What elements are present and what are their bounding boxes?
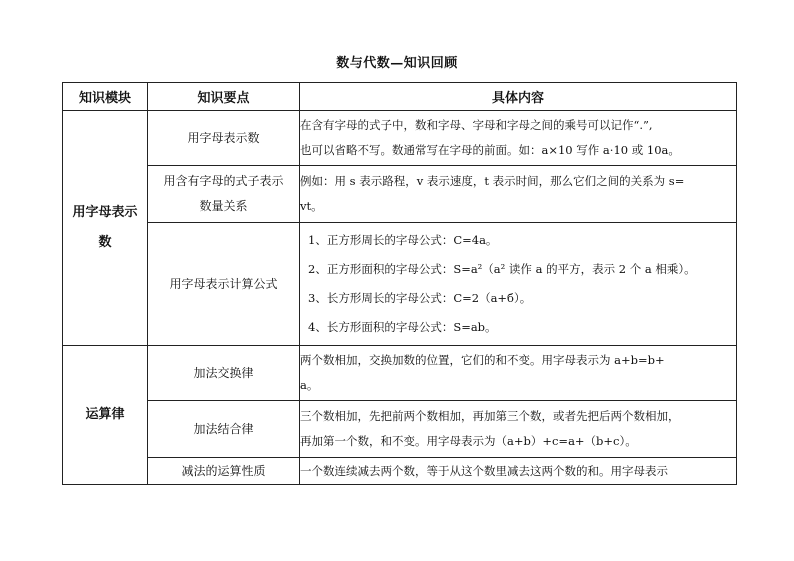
content-cell (300, 458, 737, 485)
header-point: 知识要点 (148, 83, 300, 111)
module-label-line: 用字母表示 (72, 205, 138, 220)
point-label: 加法结合律 (193, 421, 254, 436)
point-label: 数量关系 (199, 199, 248, 213)
content-cell (300, 223, 737, 346)
content-line: vt。 (300, 199, 323, 213)
table-row (63, 166, 737, 223)
table-row (63, 346, 737, 401)
table-row (63, 223, 737, 346)
header-content: 具体内容 (300, 83, 737, 111)
point-label: 用含有字母的式子表示 (163, 174, 284, 188)
module-label-line: 数 (98, 235, 112, 250)
point-label: 用字母表示计算公式 (169, 276, 278, 291)
content-line: 2、正方形面积的字母公式：S=a²（a² 读作 a 的平方，表示 2 个 a 相乘）。 (308, 262, 696, 276)
header-module: 知识模块 (63, 83, 148, 111)
content-line: 例如：用 s 表示路程，v 表示速度，t 表示时间，那么它们之间的关系为 s= (300, 174, 685, 188)
point-label: 加法交换律 (193, 365, 254, 380)
content-line: 4、长方形面积的字母公式：S=ab。 (308, 320, 497, 334)
content-cell (300, 346, 737, 401)
knowledge-table (62, 82, 737, 485)
table-row (63, 401, 737, 458)
table-row (63, 111, 737, 166)
content-cell (300, 166, 737, 223)
content-line: 在含有字母的式子中，数和字母、字母和字母之间的乘号可以记作“.”, (300, 118, 653, 132)
point-label: 减法的运算性质 (181, 463, 266, 478)
table-header-row (63, 83, 737, 111)
module-label-line: 运算律 (85, 407, 125, 422)
point-cell (148, 401, 300, 458)
content-line: a。 (300, 378, 319, 392)
point-cell (148, 458, 300, 485)
point-label: 用字母表示数 (187, 130, 260, 145)
content-line: 两个数相加，交换加数的位置，它们的和不变。用字母表示为 a+b=b+ (300, 353, 665, 367)
point-cell (148, 223, 300, 346)
point-cell (148, 166, 300, 223)
page-title: 数与代数—知识回顾 (336, 56, 458, 71)
module-cell-laws (63, 346, 148, 485)
content-cell (300, 401, 737, 458)
content-line: 一个数连续减去两个数，等于从这个数里减去这两个数的和。用字母表示 (300, 463, 668, 478)
content-line: 1、正方形周长的字母公式：C=4a。 (308, 233, 498, 247)
table-row (63, 458, 737, 485)
content-line: 再加第一个数，和不变。用字母表示为（a+b）+c=a+（b+c）。 (300, 434, 637, 448)
point-cell (148, 346, 300, 401)
content-cell (300, 111, 737, 166)
point-cell (148, 111, 300, 166)
content-line: 也可以省略不写。数通常写在字母的前面。如：a×10 写作 a·10 或 10a。 (300, 143, 680, 157)
content-line: 3、长方形周长的字母公式：C=2（a+б）。 (308, 291, 532, 305)
module-cell-letters (63, 111, 148, 346)
content-line: 三个数相加，先把前两个数相加，再加第三个数，或者先把后两个数相加， (300, 409, 680, 423)
